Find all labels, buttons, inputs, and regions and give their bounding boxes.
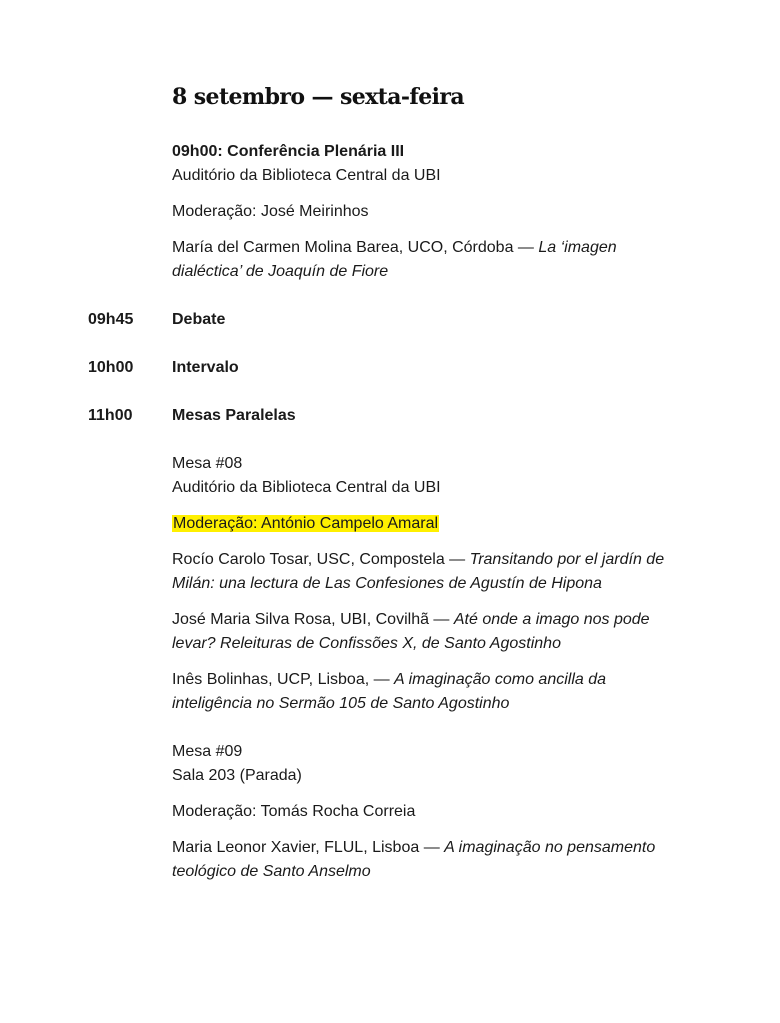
schedule-time: 10h00 [88,359,134,376]
plenary-moderation: Moderação: José Meirinhos [172,203,369,220]
mesa08-talk-3 [172,668,712,716]
talk-speaker: José Maria Silva Rosa, UBI, Covilhã — [172,611,454,628]
talk-title-cont: inteligência no Sermão 105 de Santo Agostinho [172,695,510,712]
mesa09-header [172,740,712,788]
mesa08-talk-1 [172,548,712,596]
mesa-name: Mesa #09 [172,743,243,760]
talk-title: Transitando por el jardín de [469,551,665,568]
schedule-label: Debate [172,311,226,328]
schedule-label: Mesas Paralelas [172,407,296,424]
talk-title-cont: dialéctica’ de Joaquín de Fiore [172,263,389,280]
mesa-venue: Auditório da Biblioteca Central da UBI [172,479,441,496]
schedule-time: 09h45 [88,311,134,328]
talk-speaker: Rocío Carolo Tosar, USC, Compostela — [172,551,470,568]
talk-speaker: María del Carmen Molina Barea, UCO, Córdoba — [172,239,539,256]
schedule-label: Intervalo [172,359,239,376]
mesa08-header [172,452,712,500]
day-title: 8 setembro — sexta-feira [172,84,465,110]
plenary-session [172,140,712,188]
talk-title: Até onde a imago nos pode [453,611,650,628]
talk-speaker: Inês Bolinhas, UCP, Lisboa, — [172,671,395,688]
talk-speaker: Maria Leonor Xavier, FLUL, Lisboa — [172,839,445,856]
plenary-venue: Auditório da Biblioteca Central da UBI [172,167,441,184]
talk-title-cont: levar? Releituras de Confissões X, de Santo Agostinho [172,635,561,652]
talk-title: A imaginação como ancilla da [394,671,607,688]
mesa08-talk-2 [172,608,712,656]
highlighted-moderation: Moderação: António Campelo Amaral [173,515,439,532]
plenary-heading: 09h00: Conferência Plenária III [172,143,405,160]
talk-title: La ‘imagen [538,239,617,256]
talk-title-cont: Milán: una lectura de Las Confesiones de Agustín de Hipona [172,575,602,592]
mesa-name: Mesa #08 [172,455,243,472]
mesa09-moderation: Moderação: Tomás Rocha Correia [172,803,416,820]
mesa08-moderation [172,512,712,536]
schedule-time: 11h00 [88,407,133,424]
mesa09-talk-1 [172,836,712,884]
mesa-venue: Sala 203 (Parada) [172,767,302,784]
plenary-talk [172,236,712,284]
talk-title-cont: teológico de Santo Anselmo [172,863,371,880]
talk-title: A imaginação no pensamento [444,839,656,856]
